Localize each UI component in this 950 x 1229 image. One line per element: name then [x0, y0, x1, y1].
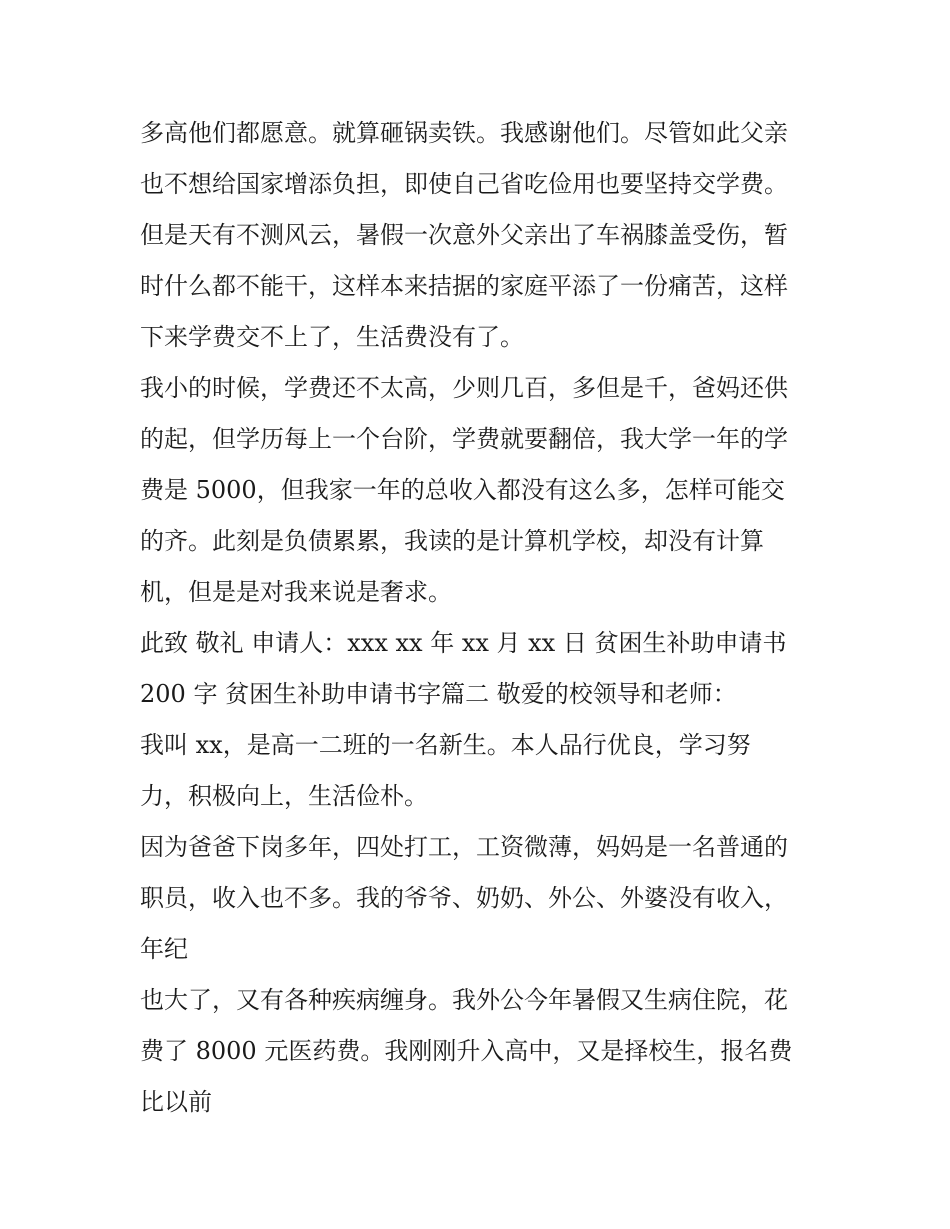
- text-line: 时什么都不能干，这样本来拮据的家庭平添了一份痛苦，这样: [140, 272, 788, 300]
- text-line: 比以前: [140, 1088, 212, 1116]
- text-line: 职员，收入也不多。我的爷爷、奶奶、外公、外婆没有收入，: [140, 884, 788, 912]
- text-line: 但是天有不测风云，暑假一次意外父亲出了车祸膝盖受伤，暂: [140, 221, 788, 249]
- document-body: [140, 108, 830, 1128]
- text-line: 也大了，又有各种疾病缠身。我外公今年暑假又生病住院，花: [140, 986, 788, 1014]
- text-line: 因为爸爸下岗多年，四处打工，工资微薄，妈妈是一名普通的: [140, 833, 788, 861]
- text-line: 年纪: [140, 935, 188, 963]
- text-line: 机，但是是对我来说是奢求。: [140, 578, 452, 606]
- text-line: 多高他们都愿意。就算砸锅卖铁。我感谢他们。尽管如此父亲: [140, 119, 788, 147]
- text-line: 力，积极向上，生活俭朴。: [140, 782, 428, 810]
- text-line: 我叫 xx，是高一二班的一名新生。本人品行优良，学习努: [140, 731, 751, 759]
- text-line: 费了 8000 元医药费。我刚刚升入高中，又是择校生，报名费: [140, 1037, 793, 1065]
- text-line: 的起，但学历每上一个台阶，学费就要翻倍，我大学一年的学: [140, 425, 788, 453]
- text-line: 此致 敬礼 申请人：xxx xx 年 xx 月 xx 日 贫困生补助申请书: [140, 629, 787, 657]
- text-line: 费是 5000，但我家一年的总收入都没有这么多，怎样可能交: [140, 476, 785, 504]
- text-line: 也不想给国家增添负担，即使自己省吃俭用也要坚持交学费。: [140, 170, 788, 198]
- text-line: 的齐。此刻是负债累累，我读的是计算机学校，却没有计算: [140, 527, 764, 555]
- text-line: 200 字 贫困生补助申请书字篇二 敬爱的校领导和老师：: [140, 680, 737, 708]
- text-line: 我小的时候，学费还不太高，少则几百，多但是千，爸妈还供: [140, 374, 788, 402]
- text-line: 下来学费交不上了，生活费没有了。: [140, 323, 524, 351]
